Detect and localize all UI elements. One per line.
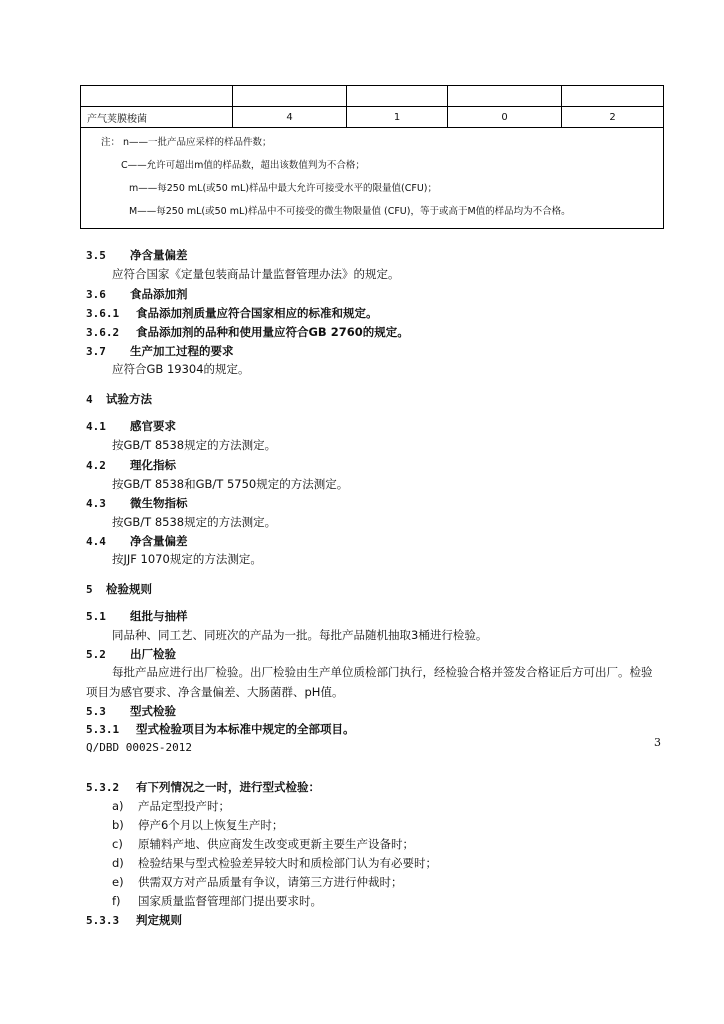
section-4-4-text: 按JJF 1070规定的方法测定。: [112, 552, 262, 566]
section-3-7-heading: 3.7 生产加工过程的要求: [86, 344, 234, 358]
list-item: a) 产品定型投产时；: [112, 799, 230, 813]
table-row-label: 产气荚膜梭菌: [81, 107, 233, 128]
section-5-1-heading: 5.1 组批与抽样: [86, 609, 188, 623]
section-3-6-2: 3.6.2 食品添加剂的品种和使用量应符合GB 2760的规定。: [86, 325, 409, 339]
table-cell-m: 0: [448, 107, 562, 128]
note-line-n: 注： n——一批产品应采样的样品件数；: [101, 137, 272, 148]
table-cell-n: 4: [233, 107, 347, 128]
list-item: d) 检验结果与型式检验差异较大时和质检部门认为有必要时；: [112, 856, 437, 870]
section-5-3-2: 5.3.2 有下列情况之一时，进行型式检验：: [86, 780, 320, 794]
section-3-6-1: 3.6.1 食品添加剂质量应符合国家相应的标准和规定。: [86, 306, 378, 320]
section-4-2-heading: 4.2 理化指标: [86, 458, 176, 472]
list-item: b) 停产6个月以上恢复生产时；: [112, 818, 284, 832]
note-line-m: m——每250 mL(或50 mL)样品中最大允许可接受水平的限量值(CFU)；: [129, 183, 437, 194]
section-4-1-heading: 4.1 感官要求: [86, 419, 176, 433]
section-3-5-heading: 3.5 净含量偏差: [86, 248, 188, 262]
table-cell: [233, 86, 347, 107]
section-4-4-heading: 4.4 净含量偏差: [86, 534, 188, 548]
section-5-3-1: 5.3.1 型式检验项目为本标准中规定的全部项目。: [86, 722, 355, 736]
section-5-heading: 5 检验规则: [86, 582, 152, 596]
microbial-limit-table: [80, 85, 664, 229]
table-note-cell: [81, 128, 664, 229]
section-4-3-text: 按GB/T 8538规定的方法测定。: [112, 515, 277, 529]
section-5-3-heading: 5.3 型式检验: [86, 704, 176, 718]
note-line-M: M——每250 mL(或50 mL)样品中不可接受的微生物限量值 (CFU)，等于或高于M值的样品均为不合格。: [129, 206, 571, 217]
section-5-1-text: 同品种、同工艺、同班次的产品为一批。每批产品随机抽取3桶进行检验。: [112, 628, 488, 642]
section-4-2-text: 按GB/T 8538和GB/T 5750规定的方法测定。: [112, 477, 349, 491]
section-3-6-heading: 3.6 食品添加剂: [86, 287, 188, 301]
table-row-empty: [81, 86, 664, 107]
section-4-heading: 4 试验方法: [86, 392, 152, 406]
section-5-2-heading: 5.2 出厂检验: [86, 647, 176, 661]
section-4-1-text: 按GB/T 8538规定的方法测定。: [112, 438, 277, 452]
table-cell: [347, 86, 448, 107]
list-item: e) 供需双方对产品质量有争议，请第三方进行仲裁时；: [112, 875, 403, 889]
table-cell-M: 2: [562, 107, 664, 128]
page-number: 3: [654, 736, 661, 749]
section-4-3-heading: 4.3 微生物指标: [86, 496, 188, 510]
list-item: c) 原辅料产地、供应商发生改变或更新主要生产设备时；: [112, 837, 414, 851]
table-row: [81, 107, 664, 128]
list-item: f) 国家质量监督管理部门提出要求时。: [112, 894, 322, 908]
section-3-7-text: 应符合GB 19304的规定。: [112, 362, 250, 376]
table-cell: [448, 86, 562, 107]
table-note-row: [81, 128, 664, 229]
section-5-2-text: 每批产品应进行出厂检验。出厂检验由生产单位质检部门执行，经检验合格并签发合格证后方可出厂。检验项目为感官要求、净含量偏差、大肠菌群、pH值。: [86, 665, 653, 699]
section-3-5-text: 应符合国家《定量包装商品计量监督管理办法》的规定。: [112, 267, 400, 281]
document-id: Q/DBD 0002S-2012: [86, 741, 192, 754]
table-cell: [81, 86, 233, 107]
table-cell: [562, 86, 664, 107]
section-5-3-3-heading: 5.3.3 判定规则: [86, 913, 182, 927]
table-cell-c: 1: [347, 107, 448, 128]
note-line-c: C——允许可超出m值的样品数，超出该数值判为不合格；: [121, 160, 365, 171]
